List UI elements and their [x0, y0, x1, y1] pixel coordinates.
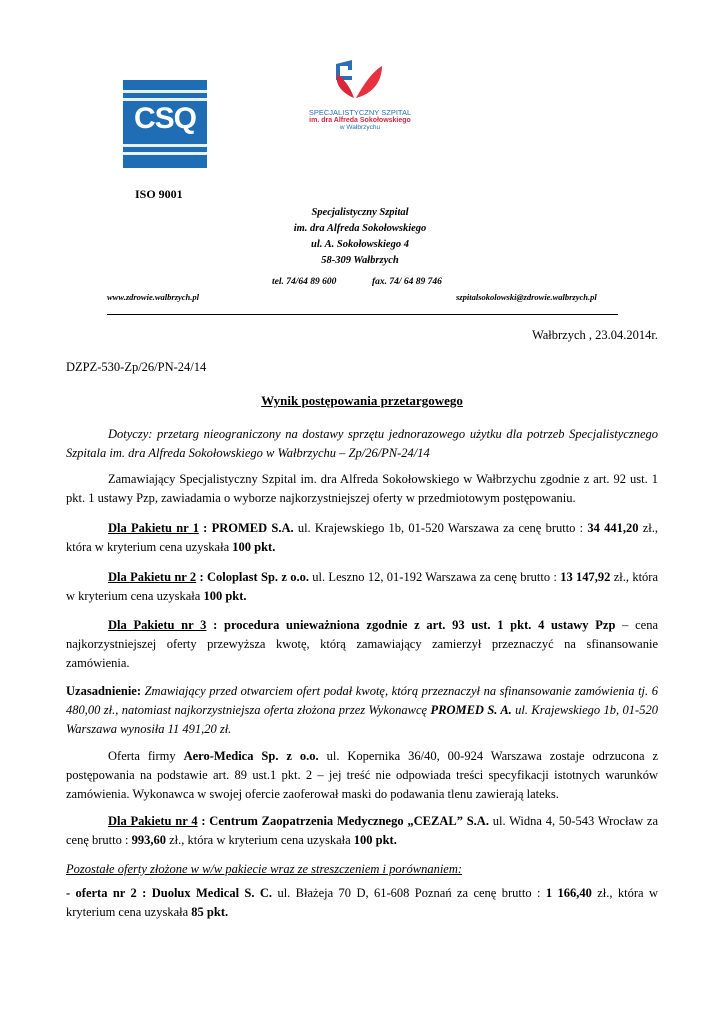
fax-number: fax. 74/ 64 89 746 — [372, 277, 442, 287]
package-4-label: Dla Pakietu nr 4 — [108, 814, 198, 828]
package-1-text1: ul. Krajewskiego 1b, 01-520 Warszawa za cenę brutto : — [293, 521, 588, 535]
reference-number: DZPZ-530-Zp/26/PN-24/14 — [66, 360, 207, 374]
hospital-logo — [270, 108, 450, 131]
package-3-text: – cena najkorzystniejszej oferty przewyższa kwotę, którą zamawiający zamierzył przeznaczyć na sfinansowanie zamówienia. — [66, 618, 658, 670]
package-1-text2: zł., która w kryterium cena uzyskała — [66, 521, 658, 554]
hospital-address — [220, 205, 500, 269]
rejection-paragraph — [66, 747, 658, 804]
package-2-price: 13 147,92 — [560, 570, 611, 584]
logo-line3: w Wałbrzychu — [339, 124, 381, 131]
iso-label: ISO 9001 — [135, 187, 183, 201]
justification-label: Uzasadnienie: — [66, 684, 141, 698]
offer-2-label: - oferta nr 2 : Duolux Medical S. C. — [66, 886, 273, 900]
package-2-points: 100 pkt. — [203, 589, 247, 603]
package-4-points: 100 pkt. — [353, 833, 397, 847]
justification-paragraph — [66, 682, 658, 739]
address-line1: Specjalistyczny Szpital — [311, 207, 409, 218]
offer-2-price: 1 166,40 — [545, 886, 592, 900]
intro-paragraph: Zamawiający Specjalistyczny Szpital im. dra Alfreda Sokołowskiego w Wałbrzychu zgodnie z art. 92 ust. 1 pkt. 1 ustawy Pzp, zawiadamia o wyborze najkorzystniejszej oferty w przedmiotowym postępowaniu. — [66, 472, 658, 505]
rejection-text1: Oferta firmy — [108, 749, 184, 763]
package-4-firm: : Centrum Zaopatrzenia Medycznego „CEZAL” S.A. — [197, 814, 489, 828]
package-3-decision: : procedura unieważniona zgodnie z art. 93 ust. 1 pkt. 4 ustawy Pzp — [206, 618, 616, 632]
offer-2-text1: ul. Błażeja 70 D, 61-608 Poznań za cenę brutto : — [272, 886, 546, 900]
package-1-paragraph — [66, 519, 658, 557]
package-1-points: 100 pkt. — [232, 540, 276, 554]
csq-logo — [123, 80, 207, 168]
address-line3: ul. A. Sokołowskiego 4 — [311, 239, 409, 250]
package-1-price: 34 441,20 — [587, 521, 639, 535]
offer-2-paragraph — [66, 884, 658, 922]
package-1-firm: : PROMED S.A. — [198, 521, 294, 535]
logo-line2: im. dra Alfreda Sokołowskiego — [309, 117, 411, 124]
csq-logo-text: CSQ — [133, 102, 196, 135]
package-2-text1: ul. Leszno 12, 01-192 Warszawa za cenę brutto : — [308, 570, 561, 584]
package-4-price: 993,60 — [131, 833, 166, 847]
justification-firm: PROMED S. A. — [430, 703, 512, 717]
offer-2-points: 85 pkt. — [191, 905, 229, 919]
package-3-label: Dla Pakietu nr 3 — [108, 618, 207, 632]
justification-text1: Zmawiający przed otwarciem ofert podał kwotę, którą przeznaczył na sfinansowanie zamówienia tj. 6 480,00 zł., natomiast najkorzystniejsza oferta złożona przez Wykonawcę — [66, 684, 658, 717]
phone-number: tel. 74/64 89 600 — [272, 277, 337, 287]
package-2-firm: : Coloplast Sp. z o.o. — [196, 570, 309, 584]
document-date: Wałbrzych , 23.04.2014r. — [531, 328, 658, 342]
package-2-label: Dla Pakietu nr 2 — [108, 570, 197, 584]
email-link[interactable]: szpitalsokolowski@zdrowie.walbrzych.pl — [456, 292, 597, 302]
package-2-paragraph — [66, 568, 658, 606]
package-1-label: Dla Pakietu nr 1 — [108, 521, 199, 535]
package-4-text2: zł., która w kryterium cena uzyskała — [165, 833, 354, 847]
package-4-text1: ul. Widna 4, 50-543 Wrocław za cenę brutto : — [66, 814, 659, 847]
logo-line1: SPECJALISTYCZNY SZPITAL — [308, 108, 412, 117]
hospital-emblem-icon — [330, 58, 384, 108]
subject-paragraph: Dotyczy: przetarg nieograniczony na dostawy sprzętu jednorazowego użytku dla potrzeb Specjalistycznego Szpitala im. dra Alfreda Sokołowskiego w Wałbrzychu – Zp/26/PN-24/14 — [66, 427, 658, 460]
justification-text2: ul. Krajewskiego 1b, 01-520 Warszawa wynosiła 11 491,20 zł. — [66, 703, 658, 736]
document-title: Wynik postępowania przetargowego — [261, 393, 463, 408]
header-divider — [107, 314, 618, 315]
rejection-firm: Aero-Medica Sp. z o.o. — [183, 749, 319, 763]
offer-2-text2: zł., która w kryterium cena uzyskała — [66, 886, 659, 919]
rejection-text2: ul. Kopernika 36/40, 00-924 Warszawa zostaje odrzucona z postępowania na podstawie art. 89 ust.1 pkt. 2 – jej treść nie odpowiada treści specyfikacji istotnych warunków zamówienia. Wykonawca w swojej ofercie zaoferował maski do podawania tlenu zawierają lateks. — [66, 749, 658, 801]
address-line2: im. dra Alfreda Sokołowskiego — [293, 223, 427, 234]
package-2-text2: zł., która w kryterium cena uzyskała — [66, 570, 659, 603]
package-4-paragraph — [66, 812, 658, 850]
address-line4: 58-309 Wałbrzych — [321, 255, 399, 266]
other-offers-heading: Pozostałe oferty złożone w w/w pakiecie wraz ze streszczeniem i porównaniem: — [66, 862, 463, 876]
package-3-paragraph — [66, 616, 658, 673]
website-link[interactable]: www.zdrowie.walbrzych.pl — [107, 292, 200, 302]
